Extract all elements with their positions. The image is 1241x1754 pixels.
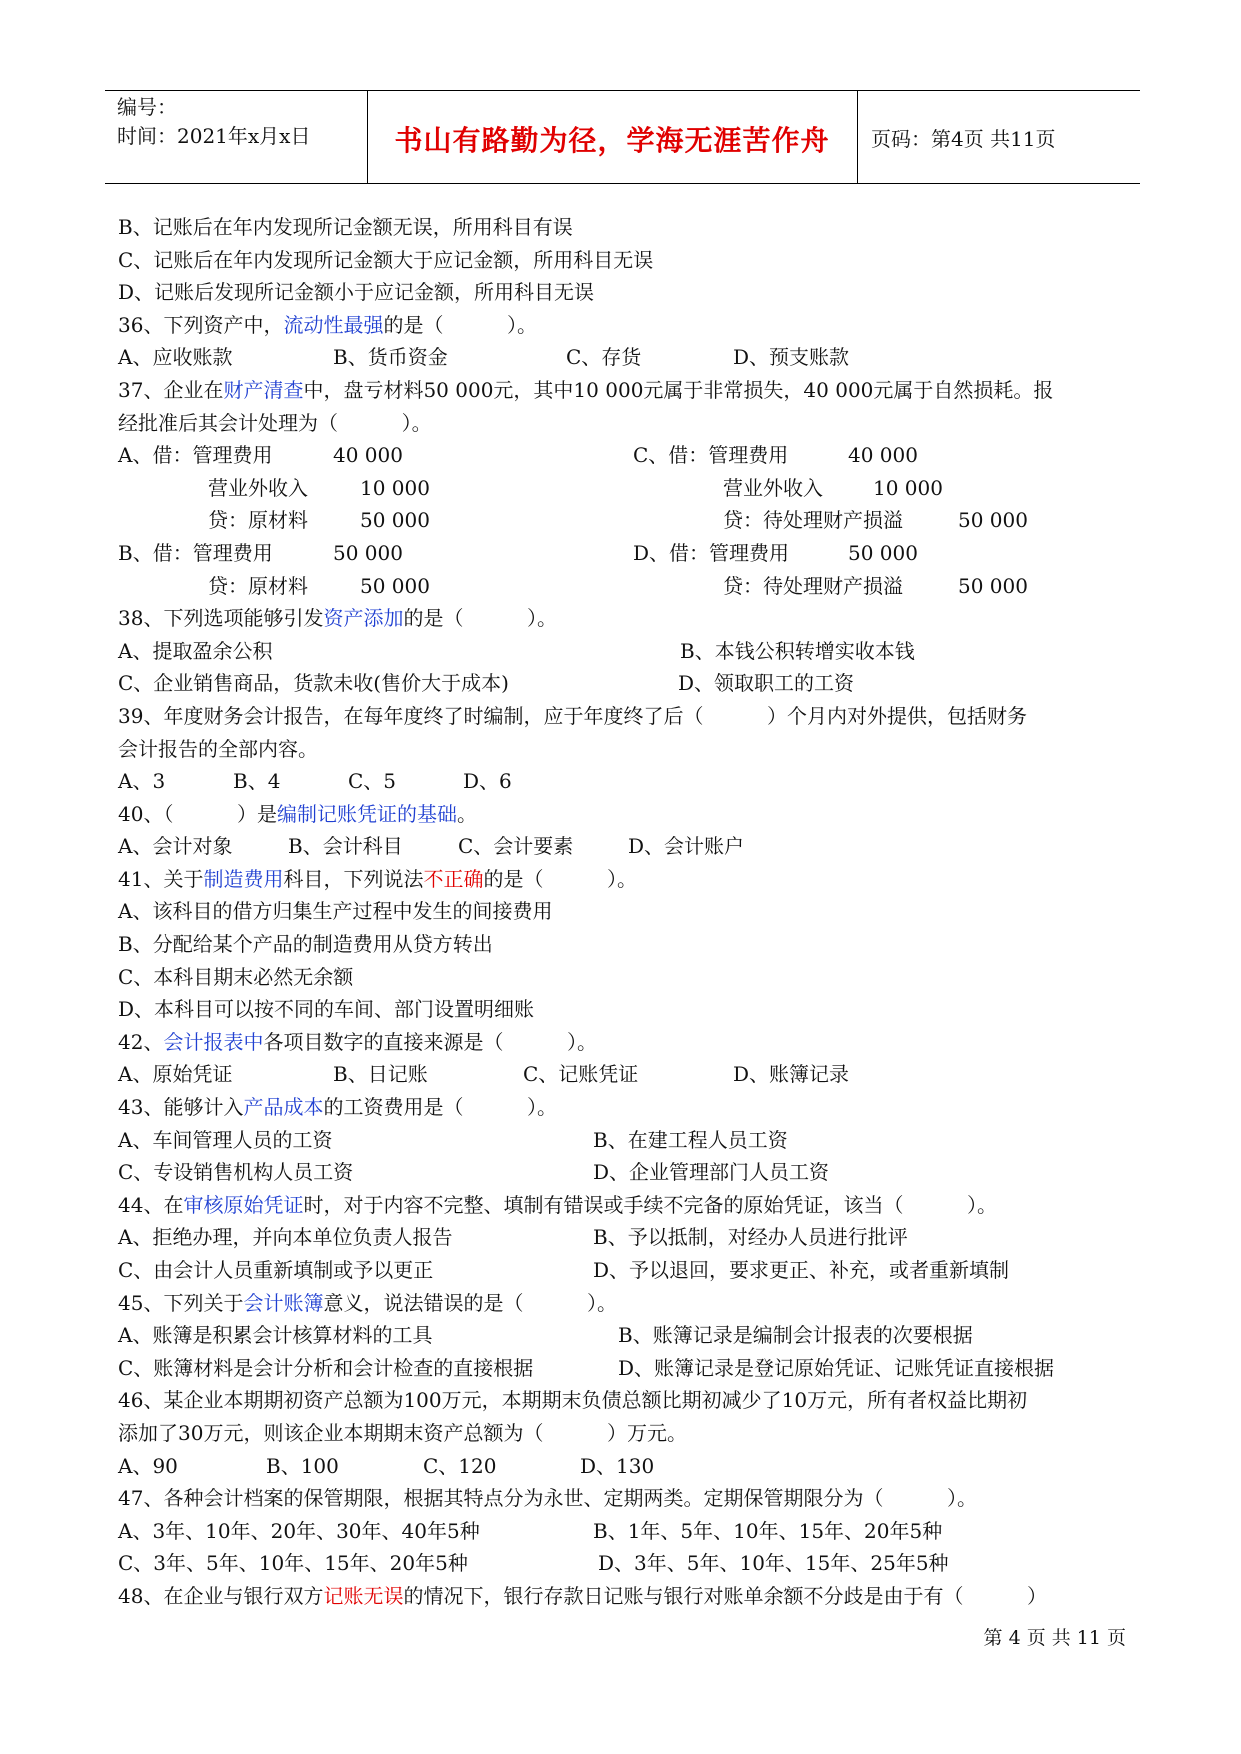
option-text: 40 000	[848, 443, 918, 468]
line-text: 中，盘亏材料50 000元，其中10 000元属于非常损失，40 000元属于自然损耗。报	[303, 377, 1054, 402]
option-text: 营业外收入	[208, 475, 308, 500]
text-line	[118, 1124, 1128, 1157]
text-line	[118, 667, 1128, 700]
text-line	[118, 244, 1128, 277]
line-text: 添加了30万元，则该企业本期期末资产总额为（ ）万元。	[118, 1420, 688, 1445]
text-line	[118, 341, 1128, 374]
text-line	[118, 700, 1128, 733]
line-text: 时，对于内容不完整、填制有错误或手续不完备的原始凭证，该当（ ）。	[303, 1192, 998, 1217]
highlight-term: 记账无误	[323, 1583, 404, 1608]
option-text: B、4	[233, 769, 281, 794]
option-text: A、账簿是积累会计核算材料的工具	[118, 1323, 433, 1348]
option-text: C、120	[423, 1453, 497, 1478]
option-text: C、专设销售机构人员工资	[118, 1160, 354, 1185]
option-text: D、予以退回，要求更正、补充，或者重新填制	[593, 1258, 1010, 1282]
option-text: B、1年、5年、10年、15年、20年5种	[593, 1518, 943, 1543]
text-line	[118, 798, 1128, 831]
line-text: 各项目数字的直接来源是（ ）。	[263, 1029, 598, 1054]
option-text: D、账簿记录	[733, 1062, 850, 1087]
text-line	[118, 635, 1128, 668]
option-text: 贷：待处理财产损溢	[723, 508, 903, 533]
option-text: 50 000	[848, 540, 918, 565]
highlight-term: 不正确	[423, 866, 484, 891]
option-text: B、日记账	[333, 1062, 428, 1087]
text-line	[118, 211, 1128, 244]
option-text: B、借：管理费用	[118, 540, 273, 565]
header-page-label: 页码：第4页 共11页	[871, 127, 1056, 151]
highlight-term: 会计账簿	[243, 1290, 324, 1315]
option-text: D、3年、5年、10年、15年、25年5种	[598, 1551, 949, 1576]
line-text: B、记账后在年内发现所记金额无误，所用科目有误	[118, 215, 573, 239]
highlight-term: 财产清查	[223, 377, 304, 402]
line-text: 科目，下列说法	[283, 866, 424, 891]
option-text: C、会计要素	[458, 834, 574, 859]
highlight-term: 资产添加	[323, 606, 404, 631]
option-text: B、予以抵制，对经办人员进行批评	[593, 1225, 908, 1250]
text-line	[118, 1352, 1128, 1385]
text-line	[118, 1319, 1128, 1352]
line-text: A、该科目的借方归集生产过程中发生的间接费用	[118, 899, 553, 924]
text-line	[118, 1156, 1128, 1189]
text-line	[118, 1221, 1128, 1254]
header-motto: 书山有路勤为径，学海无涯苦作舟	[394, 124, 830, 157]
highlight-term: 制造费用	[203, 866, 284, 891]
line-text: 。	[457, 801, 478, 826]
option-text: A、车间管理人员的工资	[118, 1127, 333, 1152]
option-text: D、领取职工的工资	[678, 671, 855, 696]
option-text: D、会计账户	[628, 834, 745, 859]
text-line	[118, 1058, 1128, 1091]
highlight-term: 会计报表中	[163, 1029, 264, 1054]
option-text: D、6	[463, 769, 512, 794]
option-text: 50 000	[360, 508, 430, 533]
option-text: C、存货	[566, 345, 642, 370]
line-text: 37、企业在	[118, 377, 224, 402]
option-text: A、借：管理费用	[118, 443, 273, 468]
line-text: 意义，说法错误的是（ ）。	[323, 1290, 618, 1315]
option-text: B、货币资金	[333, 345, 448, 370]
text-line	[118, 863, 1128, 896]
text-line	[118, 309, 1128, 342]
line-text: 的是（ ）。	[483, 866, 638, 891]
text-line	[118, 895, 1128, 928]
text-line	[118, 1384, 1128, 1417]
highlight-term: 审核原始凭证	[183, 1192, 304, 1217]
line-text: 41、关于	[118, 866, 204, 891]
option-text: 贷：原材料	[208, 573, 308, 598]
line-text: 的情况下，银行存款日记账与银行对账单余额不分歧是由于有（ ）	[403, 1583, 1048, 1608]
option-text: C、账簿材料是会计分析和会计检查的直接根据	[118, 1355, 534, 1380]
line-text: 的工资费用是（ ）。	[323, 1095, 558, 1120]
option-text: 40 000	[333, 443, 403, 468]
option-text: D、预支账款	[733, 345, 850, 370]
text-line	[118, 374, 1128, 407]
option-text: 10 000	[360, 475, 430, 500]
line-text: 47、各种会计档案的保管期限，根据其特点分为永世、定期两类。定期保管期限分为（ ）。	[118, 1486, 978, 1511]
option-text: B、会计科目	[288, 834, 403, 859]
text-line	[118, 407, 1128, 440]
line-text: 会计报告的全部内容。	[118, 736, 318, 761]
line-text: 经批准后其会计处理为（ ）。	[118, 410, 432, 435]
text-line	[118, 1287, 1128, 1320]
text-line	[118, 1450, 1128, 1483]
text-line	[118, 961, 1128, 994]
option-text: A、会计对象	[118, 834, 233, 859]
line-text: C、记账后在年内发现所记金额大于应记金额，所用科目无误	[118, 247, 654, 272]
text-line	[118, 1482, 1128, 1515]
text-line	[118, 1417, 1128, 1450]
text-line	[118, 439, 1128, 472]
line-text: 43、能够计入	[118, 1095, 244, 1120]
line-text: 的是（ ）。	[383, 312, 538, 337]
option-text: A、3年、10年、20年、30年、40年5种	[118, 1518, 480, 1543]
option-text: C、由会计人员重新填制或予以更正	[118, 1258, 434, 1282]
line-text: 39、年度财务会计报告，在每年度终了时编制，应于年度终了后（ ）个月内对外提供，包括财务	[118, 703, 1028, 728]
text-line	[118, 1091, 1128, 1124]
header-info	[117, 93, 310, 151]
option-text: C、记账凭证	[523, 1062, 639, 1087]
option-text: B、账簿记录是编制会计报表的次要根据	[618, 1323, 973, 1348]
text-line	[118, 472, 1128, 505]
line-text: 36、下列资产中，	[118, 312, 284, 337]
text-line	[118, 1547, 1128, 1580]
page-header	[105, 90, 1140, 184]
option-text: A、应收账款	[118, 345, 233, 370]
line-text: 40、（ ）是	[118, 801, 278, 826]
text-line	[118, 1026, 1128, 1059]
text-line	[118, 1254, 1128, 1287]
option-text: C、企业销售商品，货款未收(售价大于成本)	[118, 671, 509, 696]
line-text: B、分配给某个产品的制造费用从贷方转出	[118, 932, 493, 957]
option-text: D、账簿记录是登记原始凭证、记账凭证直接根据	[618, 1355, 1055, 1380]
option-text: 营业外收入	[723, 475, 823, 500]
option-text: 50 000	[333, 540, 403, 565]
option-text: 50 000	[360, 573, 430, 598]
option-text: B、在建工程人员工资	[593, 1127, 788, 1152]
line-text: 的是（ ）。	[403, 606, 558, 631]
text-line	[118, 830, 1128, 863]
header-divider	[857, 91, 858, 183]
option-text: 贷：原材料	[208, 508, 308, 533]
line-text: D、记账后发现所记金额小于应记金额，所用科目无误	[118, 280, 595, 305]
option-text: C、5	[348, 769, 397, 794]
text-line	[118, 276, 1128, 309]
option-text: D、借：管理费用	[633, 540, 790, 565]
text-line	[118, 1580, 1128, 1613]
line-text: 46、某企业本期期初资产总额为100万元，本期期末负债总额比期初减少了10万元，所有者权益比期初	[118, 1388, 1028, 1413]
line-text: C、本科目期末必然无余额	[118, 964, 354, 989]
option-text: 50 000	[958, 508, 1028, 533]
text-line	[118, 928, 1128, 961]
option-text: A、原始凭证	[118, 1062, 233, 1087]
highlight-term: 编制记账凭证的基础	[277, 801, 458, 826]
time-label: 时间：2021年x月x日	[117, 124, 311, 148]
text-line	[118, 1515, 1128, 1548]
text-line	[118, 570, 1128, 603]
option-text: 10 000	[873, 475, 943, 500]
text-line	[118, 1189, 1128, 1222]
option-text: A、3	[118, 769, 166, 794]
option-text: A、90	[118, 1453, 178, 1478]
text-line	[118, 602, 1128, 635]
option-text: A、拒绝办理，并向本单位负责人报告	[118, 1225, 453, 1250]
option-text: 50 000	[958, 573, 1028, 598]
text-line	[118, 537, 1128, 570]
option-text: C、3年、5年、10年、15年、20年5种	[118, 1551, 468, 1576]
highlight-term: 产品成本	[243, 1095, 324, 1120]
page-footer: 第 4 页 共 11 页	[983, 1627, 1126, 1649]
line-text: 45、下列关于	[118, 1290, 244, 1315]
text-line	[118, 993, 1128, 1026]
text-line	[118, 504, 1128, 537]
option-text: D、130	[580, 1453, 655, 1478]
line-text: 38、下列选项能够引发	[118, 606, 324, 631]
highlight-term: 流动性最强	[283, 312, 384, 337]
option-text: 贷：待处理财产损溢	[723, 573, 903, 598]
option-text: A、提取盈余公积	[118, 638, 273, 663]
question-body	[118, 211, 1128, 1613]
option-text: D、企业管理部门人员工资	[593, 1160, 830, 1185]
option-text: C、借：管理费用	[633, 443, 789, 468]
line-text: 48、在企业与银行双方	[118, 1583, 324, 1608]
line-text: D、本科目可以按不同的车间、部门设置明细账	[118, 997, 535, 1022]
option-text: B、本钱公积转增实收本钱	[680, 638, 915, 663]
text-line	[118, 765, 1128, 798]
number-label: 编号：	[117, 95, 177, 119]
text-line	[118, 733, 1128, 766]
line-text: 42、	[118, 1029, 164, 1054]
option-text: B、100	[266, 1453, 339, 1478]
line-text: 44、在	[118, 1192, 184, 1217]
